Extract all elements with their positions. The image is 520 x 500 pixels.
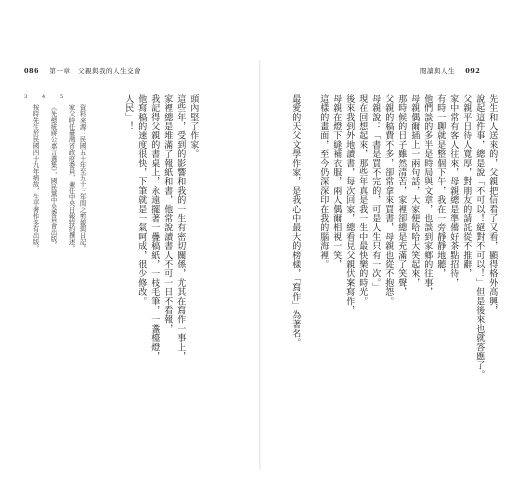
footnote-text: 《先總統蔣公嘉言選集》，國民黨中央委員會出版。 [49, 104, 58, 248]
body-text-column: 這樣的畫面，至今仍深深印在我的腦海裡。 [318, 94, 329, 269]
body-text-column: 我記得父親的書桌上，永遠擺著一疊稿紙，一枝毛筆，一盞檯燈， [149, 94, 160, 361]
body-text-column: 頭內堅了作家。 [188, 94, 199, 159]
body-text-column: 有時一聊就是整個下午，我在一旁靜靜地聽， [435, 94, 446, 278]
right-page-header [420, 66, 480, 75]
body-text-column: 先生和人送來的，父親把信看了又看，顯得格外高興， [487, 94, 498, 315]
body-text-column: 後來我到外地讀書，每次回家，總看見父親伏案寫作， [344, 94, 355, 315]
body-text-column: 母親說：「書是買不完的，可是人生只有一次。」 [370, 94, 381, 292]
body-text-column: 說起這件事，總是說「不可以！絕對不可以！」但是後來也就答應了。 [474, 94, 485, 380]
right-running-head: 閱讀與人生 [420, 67, 455, 75]
left-chapter-title: 父親與我的人生交會 [78, 67, 142, 75]
body-text-column: 父親的稿費不多，卻常拿來買書，母親也從不抱怨。 [383, 94, 394, 306]
body-text-column: 最愛的天父文學作家，是我心中最大的榜樣，「寫作」為著名。 [290, 94, 301, 348]
right-page-number: 092 [465, 67, 481, 75]
footnote-text: 家父時任臺灣省政府委員，兼任中央日報特約撰述。 [67, 104, 76, 252]
body-text-column: 母親在燈下縫補衣服，兩人偶爾相視一笑， [331, 94, 342, 269]
left-page-header [24, 66, 141, 75]
footnote-number: 5 [60, 94, 64, 100]
body-text-column: 他寫稿的速度很快，下筆就是一氣呵成，很少修改。 [136, 94, 147, 306]
body-text-column: 家裡總是堆滿了報紙和書，他常說讀書人不可一日不看報， [162, 94, 173, 334]
left-page-number: 086 [24, 67, 40, 75]
body-text-column: 這些年，受到的影響和我的一生有密切關係，尤其在寫作一事上， [175, 94, 186, 361]
body-text-column: 現在回想起來，那些年真是我一生中最快樂的時光。 [357, 94, 368, 306]
left-chapter-label: 第一章 [49, 67, 71, 75]
body-text-column: 人民」！ [123, 94, 134, 131]
body-text-column: 家中常有客人往來，母親總是準備好茶點招待， [448, 94, 459, 288]
body-text-column: 父親平日待人寬厚，對朋友的請託從不推辭， [461, 94, 472, 278]
body-text-column: 他們談的多半是時局與文章，也談到家鄉的往事， [422, 94, 433, 297]
footnote-number: 4 [42, 94, 46, 100]
footnote-text: 資料來源：民國五十年至五十三年間之剪報與日記。 [78, 104, 87, 252]
footnote-text: 按時先生於民國四十九年病故，生平著作多有出版。 [31, 104, 40, 252]
footnote-number: 3 [24, 94, 28, 100]
page-gutter [259, 60, 261, 470]
body-text-column: 母親偶爾插上一兩句話，大家便哈哈大笑起來， [409, 94, 420, 288]
body-text-column: 那時候的日子雖然清苦，家裡卻總是充滿了笑聲， [396, 94, 407, 297]
